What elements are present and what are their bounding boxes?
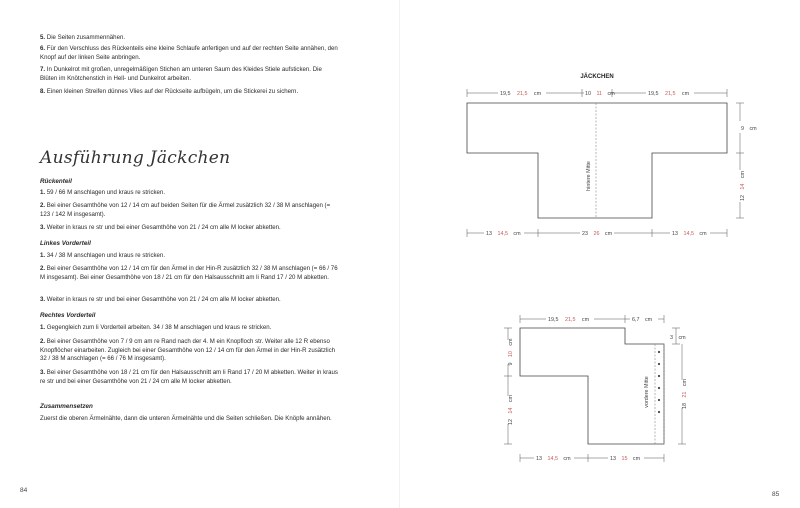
svg-text:18 21 cm: 18 21 cm bbox=[682, 378, 688, 410]
front-center-label: vordere Mitte bbox=[644, 376, 650, 408]
top-step-5 bbox=[40, 34, 340, 43]
step-number: 7. bbox=[40, 66, 46, 73]
back-piece-outline bbox=[467, 103, 727, 218]
step-number: 2. bbox=[40, 265, 46, 272]
diagram-title: JÄCKCHEN bbox=[580, 74, 614, 80]
rueckenteil-step-1 bbox=[40, 189, 340, 198]
step-text: Bei einer Gesamthöhe von 7 / 9 cm am re Rand nach der 4. M ein Knopfloch str. Weiter alle 12 R ebenso Knopflöcher einarbeiten. Zugleich bei einer Gesamthöhe von 12 / 14 cm für den Ärmel in der Hin-R zusätzlich 32 / 38 M anschlagen (= 66 / 76 M insgesamt). bbox=[40, 338, 336, 363]
buttonhole-marker bbox=[658, 375, 660, 377]
top-step-6 bbox=[40, 45, 340, 62]
step-text: Bei einer Gesamthöhe von 18 / 21 cm für den Halsausschnitt am li Rand 17 / 20 M abketten. Weiter in kraus re str und bei einer Gesamthöhe von 21 / 24 cm alle M locker abketten. bbox=[40, 369, 338, 385]
buttonhole-marker bbox=[658, 399, 660, 401]
step-text: 59 / 66 M anschlagen und kraus re stricken. bbox=[46, 189, 166, 196]
heading-rechtes-vorderteil: Rechtes Vorderteil bbox=[40, 312, 96, 319]
dim-back-bottom-left: 13 14,5 cm bbox=[486, 231, 521, 237]
step-number: 3. bbox=[40, 369, 46, 376]
dim-back-bottom-mid: 23 26 cm bbox=[582, 231, 613, 237]
heading-linkes-vorderteil: Linkes Vorderteil bbox=[40, 240, 91, 247]
dim-front-right-mid bbox=[673, 378, 690, 409]
dim-back-right-upper: 9 cm bbox=[741, 126, 757, 132]
buttonhole-marker bbox=[658, 387, 660, 389]
dim-back-top-left: 19,5 21,5 cm bbox=[500, 91, 542, 97]
step-text: 34 / 38 M anschlagen und kraus re stricken. bbox=[46, 252, 166, 259]
rechtes-step-2 bbox=[40, 338, 340, 364]
step-number: 8. bbox=[40, 88, 46, 95]
buttonhole-marker bbox=[658, 363, 660, 365]
svg-text:12 14 cm: 12 14 cm bbox=[740, 170, 746, 202]
step-text: Bei einer Gesamthöhe von 12 / 14 cm für den Ärmel in der Hin-R zusätzlich 32 / 38 M anschlagen (= 66 / 76 M insgesamt). Bei einer Gesamthöhe von 18 / 21 cm für den Halsausschnitt am li Rand 17 / 20 M abketten. bbox=[40, 265, 338, 281]
step-number: 3. bbox=[40, 224, 46, 231]
dim-front-left-lower bbox=[499, 394, 516, 425]
heading-zusammensetzen: Zusammensetzen bbox=[40, 403, 93, 410]
linkes-step-1 bbox=[40, 252, 340, 261]
step-number: 1. bbox=[40, 252, 46, 259]
linkes-step-2 bbox=[40, 265, 340, 282]
step-text: Weiter in kraus re str und bei einer Gesamthöhe von 21 / 24 cm alle M locker abketten. bbox=[46, 224, 281, 231]
rueckenteil-step-3 bbox=[40, 224, 340, 233]
schematic-diagrams bbox=[400, 0, 800, 508]
dim-back-top-mid: 10 11 cm bbox=[585, 91, 615, 97]
rechtes-step-1 bbox=[40, 324, 340, 333]
svg-text:9 10 cm: 9 10 cm bbox=[508, 338, 514, 366]
rueckenteil-step-2 bbox=[40, 202, 340, 219]
step-text: Einen kleinen Streifen dünnes Vlies auf der Rückseite aufbügeln, um die Stickerei zu sichern. bbox=[46, 88, 299, 95]
step-number: 3. bbox=[40, 296, 46, 303]
dim-front-right-top: 3 cm bbox=[670, 335, 686, 341]
dim-front-top-right: 6,7 cm bbox=[632, 317, 653, 323]
step-text: Gegengleich zum li Vorderteil arbeiten. 34 / 38 M anschlagen und kraus re stricken. bbox=[46, 324, 272, 331]
step-text: Weiter in kraus re str und bei einer Gesamthöhe von 21 / 24 cm alle M locker abketten. bbox=[46, 296, 281, 303]
svg-text:12 14 cm: 12 14 cm bbox=[508, 394, 514, 426]
step-number: 1. bbox=[40, 189, 46, 196]
dim-back-right-lower bbox=[731, 170, 748, 202]
step-text: Die Seiten zusammennähen. bbox=[46, 34, 126, 41]
page-number-right: 85 bbox=[772, 491, 780, 498]
top-step-7 bbox=[40, 66, 340, 83]
top-step-8 bbox=[40, 88, 340, 97]
page-number-left: 84 bbox=[20, 487, 28, 494]
step-number: 6. bbox=[40, 45, 46, 52]
linkes-step-3 bbox=[40, 296, 340, 305]
zusammensetzen-text: Zuerst die oberen Ärmelnähte, dann die unteren Ärmelnähte und die Seiten schließen. Die Knöpfe annähen. bbox=[40, 415, 332, 422]
dim-back-top-right: 19,5 21,5 cm bbox=[648, 91, 690, 97]
heading-rueckenteil: Rückenteil bbox=[40, 178, 72, 185]
buttonhole-marker bbox=[658, 411, 660, 413]
step-text: Bei einer Gesamthöhe von 12 / 14 cm auf beiden Seiten für die Ärmel zusätzlich 32 / 38 M anschlagen (= 123 / 142 M insgesamt). bbox=[40, 202, 331, 218]
step-number: 5. bbox=[40, 34, 46, 41]
step-number: 2. bbox=[40, 338, 46, 345]
step-number: 2. bbox=[40, 202, 46, 209]
dim-front-top-left: 19,5 21,5 cm bbox=[548, 317, 590, 323]
dim-front-bottom-right: 13 15 cm bbox=[610, 456, 641, 462]
step-number: 1. bbox=[40, 324, 46, 331]
dim-front-bottom-left: 13 14,5 cm bbox=[536, 456, 571, 462]
section-title: Ausführung Jäckchen bbox=[40, 148, 231, 168]
rechtes-step-3 bbox=[40, 369, 340, 386]
dim-front-left-upper bbox=[499, 338, 516, 366]
step-text: Für den Verschluss des Rückenteils eine kleine Schlaufe anfertigen und auf der rechten Seite annähen, den Knopf auf der linken Seite anbringen. bbox=[40, 45, 338, 61]
dim-back-bottom-right: 13 14,5 cm bbox=[672, 231, 707, 237]
back-center-label: hintere Mitte bbox=[586, 161, 592, 191]
buttonhole-marker bbox=[658, 351, 660, 353]
front-piece-outline bbox=[520, 328, 664, 444]
step-text: In Dunkelrot mit großen, unregelmäßigen Stichen am unteren Saum des Kleides Stiele aufsticken. Die Blüten im Knötchenstich in Hell- und Dunkelrot arbeiten. bbox=[40, 66, 322, 82]
